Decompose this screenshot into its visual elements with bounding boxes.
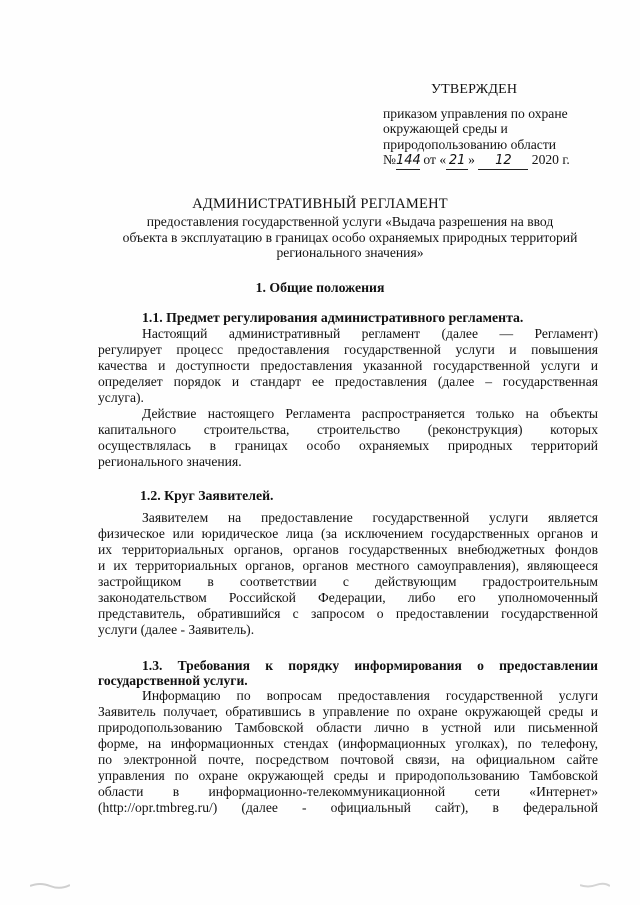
approval-line-1: приказом управления по охране <box>383 105 568 121</box>
paragraph-line: законодательством Российской Федерации, либо его уполномоченный <box>98 590 598 605</box>
paragraph-line: управления по охране окружающей среды и природопользованию Тамбовской <box>98 768 598 783</box>
order-day-close: » <box>468 152 475 168</box>
paragraph-line: области в информационно-телекоммуникационной сети «Интернет» <box>98 784 598 799</box>
document-subtitle <box>100 214 600 261</box>
paragraph-line: физическое или юридическое лица (за исключением государственных органов и <box>98 526 598 541</box>
section-1-heading: 1. Общие положения <box>255 280 385 295</box>
paragraph-line: Информацию по вопросам предоставления государственной услуги <box>142 688 598 703</box>
section-1-1-paragraph-1 <box>98 326 598 406</box>
paragraph-line: Заявителем на предоставление государственной услуги является <box>142 510 598 525</box>
order-month: 12 <box>478 153 528 170</box>
paragraph-line: капитального строительства, строительство (реконструкция) которых <box>98 422 598 437</box>
scan-mark-left <box>30 880 70 890</box>
paragraph-line: определяет порядок и стандарт ее предоставления (далее – государственная <box>98 374 598 389</box>
paragraph-line: (http://opr.tmbreg.ru/) (далее - официальный сайт), в федеральной <box>98 800 598 815</box>
subtitle-line-3: регионального значения» <box>276 245 424 261</box>
section-1-3-paragraph-1 <box>98 688 598 816</box>
paragraph-line: качества и доступности предоставления указанной государственной услуги и <box>98 358 598 373</box>
paragraph-line: осуществлялась в границах особо охраняемых природных территорий <box>98 438 598 453</box>
paragraph-line: услуга). <box>98 390 144 405</box>
paragraph-line: их территориальных органов, органов государственных внебюджетных фондов <box>98 542 598 557</box>
order-number: 144 <box>395 153 421 169</box>
order-day: 21 <box>446 153 468 170</box>
approval-stamp-block <box>383 82 613 170</box>
order-line <box>383 152 613 170</box>
paragraph-line: представитель, обратившийся с запросом о предоставлении государственной <box>98 606 598 621</box>
paragraph-line: форме, на информационных стендах (информационных уголках), по телефону, <box>98 736 598 751</box>
paragraph-line: Действие настоящего Регламента распространяется только на объекты <box>142 406 598 421</box>
approval-title: УТВЕРЖДЕН <box>431 82 518 97</box>
section-1-1-paragraph-2 <box>98 406 598 470</box>
order-prefix: № <box>383 152 396 168</box>
paragraph-line: по электронной почте, посредством почтовой связи, на официальном сайте <box>98 752 598 767</box>
approval-line-2: окружающей среды и <box>383 121 508 137</box>
paragraph-line: регулирует процесс предоставления государственной услуги и повышения <box>98 342 598 357</box>
paragraph-line: природопользованию Тамбовской области лично в устной или письменной <box>98 720 598 735</box>
paragraph-line: Настоящий административный регламент (далее — Регламент) <box>142 326 598 341</box>
subtitle-line-2: объекта в эксплуатацию в границах особо охраняемых природных территорий <box>122 229 578 245</box>
section-1-2-paragraph-1 <box>98 510 598 638</box>
order-from: от « <box>423 152 447 168</box>
paragraph-line: и их территориальных органов, органов местного самоуправления), являющееся <box>98 558 598 573</box>
section-1-1-heading: 1.1. Предмет регулирования административного регламента. <box>142 310 524 325</box>
scan-mark-right <box>580 880 610 890</box>
section-1-2-heading: 1.2. Круг Заявителей. <box>140 488 274 503</box>
order-year: 2020 г. <box>531 152 570 168</box>
document-title: АДМИНИСТРАТИВНЫЙ РЕГЛАМЕНТ <box>192 196 448 212</box>
section-1-3-heading <box>98 658 598 688</box>
heading-line: 1.3. Требования к порядку информирования о предоставлении <box>142 658 598 673</box>
paragraph-line: Заявитель получает, обратившись в управление по охране окружающей среды и <box>98 704 598 719</box>
heading-line: государственной услуги. <box>98 673 248 688</box>
paragraph-line: застройщиком в соответствии с действующим градостроительным <box>98 574 598 589</box>
subtitle-line-1: предоставления государственной услуги «Выдача разрешения на ввод <box>146 214 554 229</box>
paragraph-line: услуги (далее - Заявитель). <box>98 622 255 637</box>
paragraph-line: регионального значения. <box>98 454 242 469</box>
approval-line-3: природопользованию области <box>383 136 557 152</box>
